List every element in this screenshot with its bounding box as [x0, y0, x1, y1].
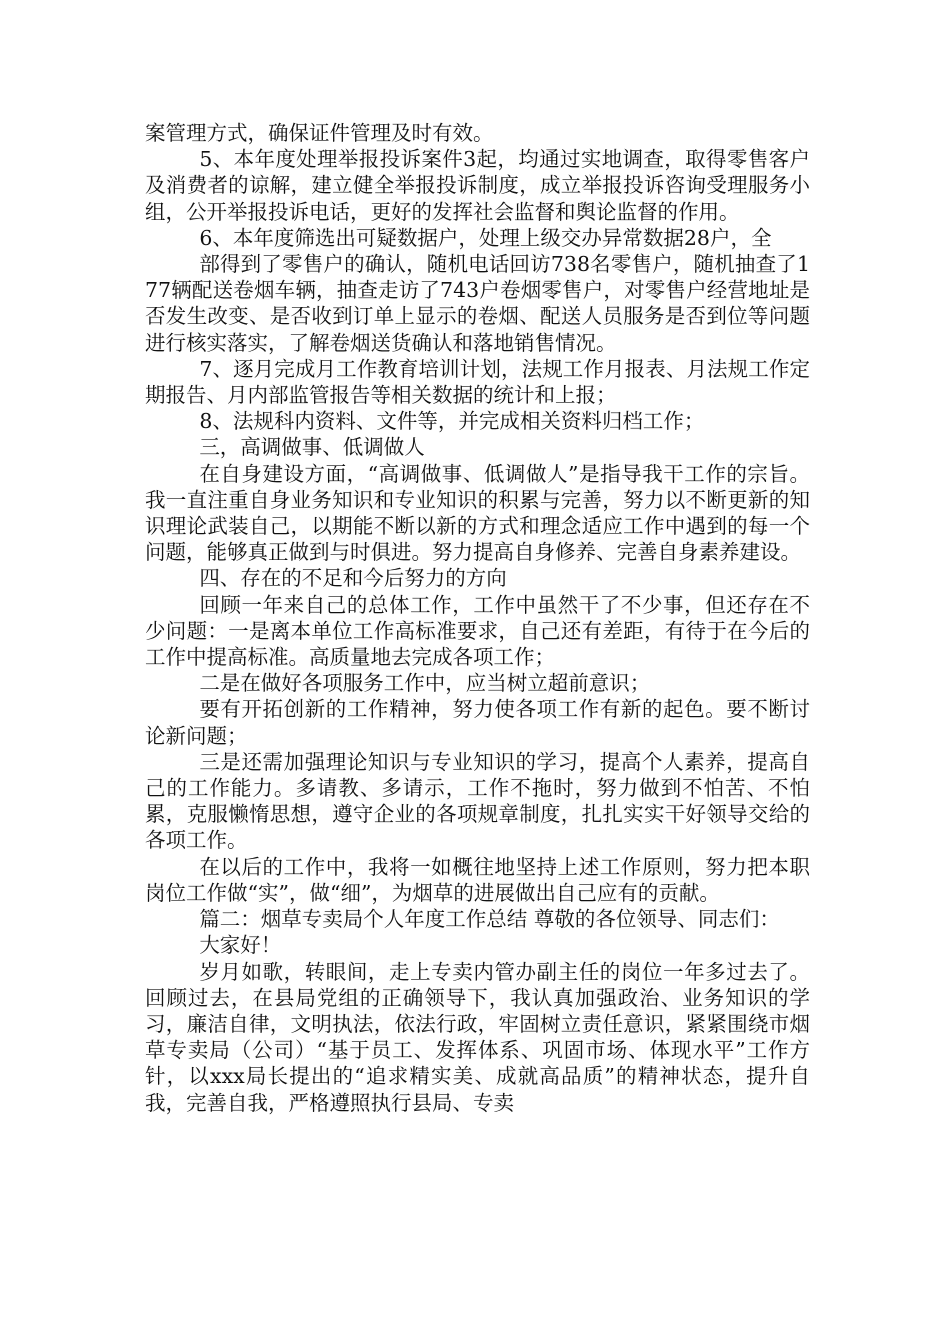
paragraph-10: 要有开拓创新的工作精神，努力使各项工作有新的起色。要不断讨论新问题； [145, 697, 810, 748]
paragraph-12: 在以后的工作中，我将一如概往地坚持上述工作原则，努力把本职岗位工作做“实”，做“细”，为烟草的进展做出自己应有的贡献。 [145, 854, 810, 905]
paragraph-4: 部得到了零售户的确认，随机电话回访738名零售户，随机抽查了177辆配送卷烟车辆，抽查走访了743户卷烟零售户，对零售户经营地址是否发生改变、是否收到订单上显示的卷烟、配送人员服务是否到位等问题进行核实落实，了解卷烟送货确认和落地销售情况。 [145, 252, 810, 355]
paragraph-3: 6、本年度筛选出可疑数据户，处理上级交办异常数据28户，全 [199, 225, 772, 250]
paragraph-8: 回顾一年来自己的总体工作，工作中虽然干了不少事，但还存在不少问题：一是离本单位工作高标准要求，自己还有差距，有待于在今后的工作中提高标准。高质量地去完成各项工作； [145, 592, 810, 670]
paragraph-1: 案管理方式，确保证件管理及时有效。 [145, 121, 494, 145]
paragraph-5: 7、逐月完成月工作教育培训计划，法规工作月报表、月法规工作定期报告、月内部监管报告等相关数据的统计和上报； [145, 356, 810, 408]
greeting: 大家好！ [199, 933, 282, 958]
paragraph-2: 5、本年度处理举报投诉案件3起，均通过实地调查，取得零售客户及消费者的谅解，建立健全举报投诉制度，成立举报投诉咨询受理服务小组，公开举报投诉电话，更好的发挥社会监督和舆论监督的作用。 [145, 147, 810, 224]
section-heading-4: 四、存在的不足和今后努力的方向 [199, 566, 507, 591]
paragraph-9: 二是在做好各项服务工作中，应当树立超前意识； [199, 671, 651, 696]
paragraph-7: 在自身建设方面，“高调做事、低调做人”是指导我干工作的宗旨。我一直注重自身业务知识和专业知识的积累与完善，努力以不断更新的知识理论武装自己，以期能不断以新的方式和理念适应工作中遇到的每一个问题，能够真正做到与时俱进。努力提高自身修养、完善自身素养建设。 [145, 461, 810, 565]
article-two-heading: 篇二：烟草专卖局个人年度工作总结 尊敬的各位领导、同志们： [199, 907, 780, 932]
paragraph-11: 三是还需加强理论知识与专业知识的学习，提高个人素养，提高自己的工作能力。多请教、多请示，工作不拖时，努力做到不怕苦、不怕累，克服懒惰思想，遵守企业的各项规章制度，扎扎实实干好领导交给的各项工作。 [145, 749, 810, 853]
section-heading-3: 三，高调做事、低调做人 [199, 435, 425, 460]
paragraph-13: 岁月如歌，转眼间，走上专卖内管办副主任的岗位一年多过去了。回顾过去，在县局党组的正确领导下，我认真加强政治、业务知识的学习，廉洁自律，文明执法，依法行政，牢固树立责任意识，紧紧围绕市烟草专卖局（公司）“基于员工、发挥体系、巩固市场、体现水平”工作方针，以xxx局长提出的“追求精实美、成就高品质”的精神状态，提升自我，完善自我，严格遵照执行县局、专卖 [145, 959, 810, 1115]
document-body [145, 120, 810, 1116]
paragraph-6: 8、法规科内资料、文件等，并完成相关资料归档工作； [199, 409, 705, 434]
